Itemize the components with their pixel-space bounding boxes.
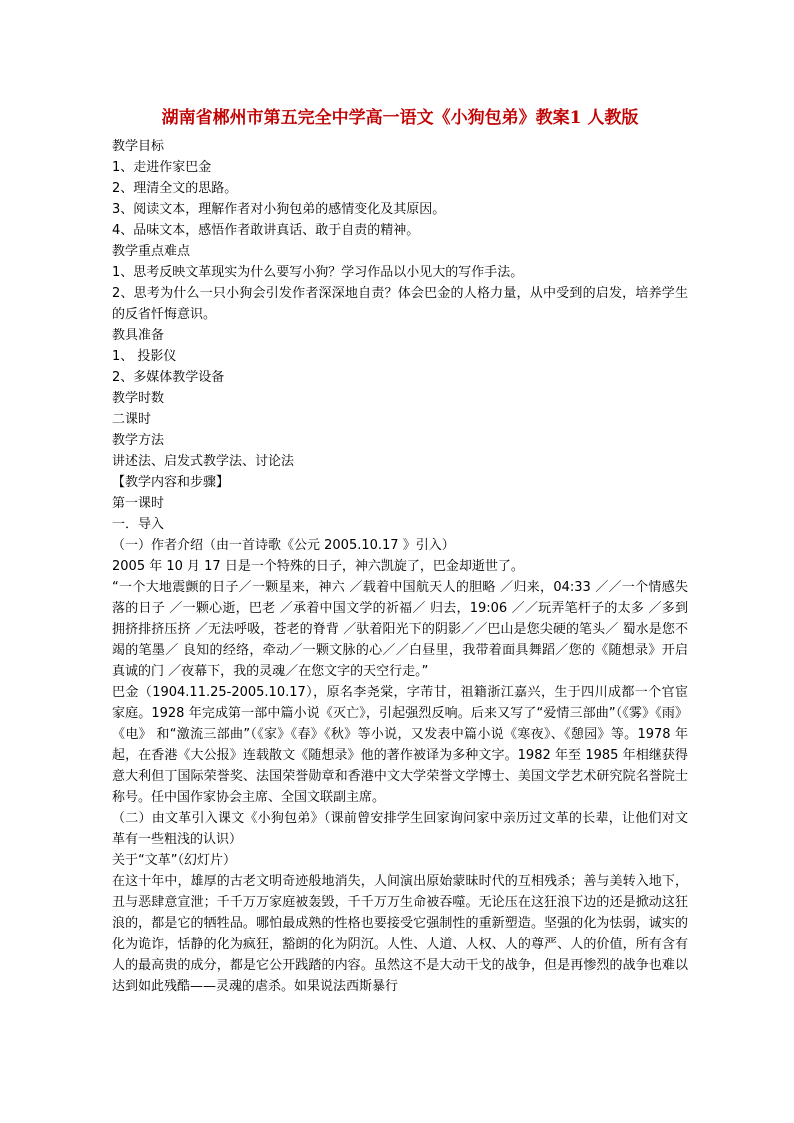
text-line: 一．导入 bbox=[112, 517, 165, 532]
text-line: 3、阅读文本，理解作者对小狗包弟的感情变化及其原因。 bbox=[112, 202, 446, 217]
text-line: 关于“文革”（幻灯片） bbox=[112, 853, 236, 868]
text-paragraph: 2、思考为什么一只小狗会引发作者深深地自责？体会巴金的人格力量，从中受到的启发，培养学生的反省忏悔意识。 bbox=[112, 286, 688, 322]
text-paragraph: （二）由文革引入课文《小狗包弟》（课前曾安排学生回家询问家中亲历过文革的长辈，让他们对文革有一些粗浅的认识） bbox=[112, 811, 688, 847]
text-line: 讲述法、启发式教学法、讨论法 bbox=[112, 454, 295, 469]
document-page bbox=[112, 106, 688, 997]
text-paragraph: “一个大地震颤的日子／一颗星来，神六 ／载着中国航天人的胆略 ／归来，04:33 ／／一个情感失落的日子 ／一颗心逝，巴老 ／承着中国文学的祈福／ 归去，19:06 ／／玩弄笔杆子的太多 ／多到拥挤排挤压挤 ／无法呼吸，苍老的脊背 ／驮着阳光下的阴影／／巴山是您尖硬的笔头／ 蜀水是您不竭的笔墨／ 良知的经络，牵动／一颗文脉的心／／白昼里，我带着面具舞蹈／您的《随想录》开启真诚的门 ／夜幕下，我的灵魂／在您文字的天空行走。” bbox=[112, 580, 688, 679]
text-line: 教具准备 bbox=[112, 328, 165, 343]
text-paragraph: 在这十年中，雄厚的古老文明奇迹般地消失，人间演出原始蒙昧时代的互相残杀；善与美转入地下，丑与恶肆意宣泄；千千万万家庭被轰毁，千千万万生命被吞噬。无论压在这狂浪下边的还是掀动这狂浪的，都是它的牺牲品。哪怕最成熟的性格也要接受它强制性的重新塑造。坚强的化为怯弱，诚实的化为诡诈，恬静的化为疯狂，豁朗的化为阴沉。人性、人道、人权、人的尊严、人的价值，所有含有人的最高贵的成分，都是它公开践踏的内容。虽然这不是大动干戈的战争，但是再惨烈的战争也难以达到如此残酷——灵魂的虐杀。如果说法西斯暴行 bbox=[112, 874, 688, 994]
text-line: 【教学内容和步骤】 bbox=[112, 475, 230, 490]
text-line: 教学时数 bbox=[112, 391, 165, 406]
text-line: 教学方法 bbox=[112, 433, 165, 448]
text-line: 1、思考反映文革现实为什么要写小狗？学习作品以小见大的写作手法。 bbox=[112, 265, 524, 280]
text-paragraph: 巴金（1904.11.25-2005.10.17），原名李尧棠，字芾甘，祖籍浙江嘉兴，生于四川成都一个官宦家庭。1928 年完成第一部中篇小说《灭亡》，引起强烈反响。后来又写了“爱情三部曲”（《雾》《雨》《电》 和“激流三部曲”（《家》《春》《秋》等小说，又发表中篇小说《寒夜》、《憩园》等。1978 年起，在香港《大公报》连载散文《随想录》他的著作被译为多种文字。1982 年至 1985 年相继获得意大利但丁国际荣誉奖、法国荣誉勋章和香港中文大学荣誉文学博士、美国文学艺术研究院名誉院士称号。任中国作家协会主席、全国文联副主席。 bbox=[112, 685, 688, 805]
document-body bbox=[112, 136, 688, 997]
text-line: 教学重点难点 bbox=[112, 244, 191, 259]
text-line: 二课时 bbox=[112, 412, 152, 427]
text-line: 2、多媒体教学设备 bbox=[112, 370, 225, 385]
text-line: （一）作者介绍（由一首诗歌《公元 2005.10.17 》引入） bbox=[112, 538, 455, 553]
text-line: 2、理清全文的思路。 bbox=[112, 181, 238, 196]
text-line: 第一课时 bbox=[112, 496, 165, 511]
text-line: 1、 投影仪 bbox=[112, 349, 177, 364]
text-line: 2005 年 10 月 17 日是一个特殊的日子，神六凯旋了，巴金却逝世了。 bbox=[112, 559, 524, 574]
text-line: 教学目标 bbox=[112, 139, 165, 154]
text-line: 1、走进作家巴金 bbox=[112, 160, 212, 175]
text-line: 4、品味文本，感悟作者敢讲真话、敢于自责的精神。 bbox=[112, 223, 420, 238]
document-title: 湖南省郴州市第五完全中学高一语文《小狗包弟》教案1 人教版 bbox=[161, 108, 639, 128]
